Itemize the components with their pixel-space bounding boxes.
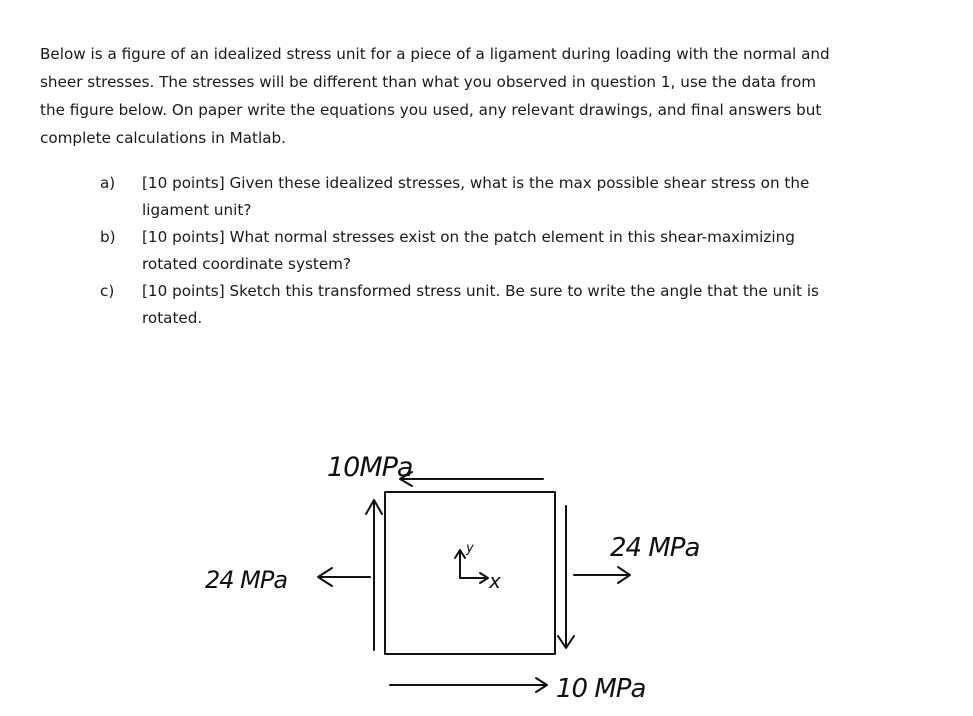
question-text-line: ligament unit?: [142, 201, 252, 219]
intro-line-4: complete calculations in Matlab.: [40, 129, 287, 147]
label-top-shear: 10MPa: [327, 452, 413, 483]
intro-line-3: the figure below. On paper write the equations you used, any relevant drawings, and final answers but: [40, 101, 822, 119]
question-text-line: [10 points] Given these idealized stresses, what is the max possible shear stress on the: [142, 174, 810, 192]
intro-line-2: sheer stresses. The stresses will be different than what you observed in question 1, use the data from: [40, 73, 817, 91]
label-right-normal: 24 MPa: [610, 533, 700, 563]
right-normal-arrow: [574, 567, 630, 583]
right-shear-arrow: [558, 506, 574, 648]
question-c: [100, 278, 920, 332]
intro-paragraph: [40, 40, 930, 152]
label-bottom-shear: 10 MPa: [556, 674, 646, 704]
intro-line-1: Below is a figure of an idealized stress unit for a piece of a ligament during loading with the normal and: [40, 45, 830, 63]
question-b: [100, 224, 920, 278]
question-text-line: rotated coordinate system?: [142, 255, 352, 273]
question-text-line: rotated.: [142, 309, 203, 327]
bottom-shear-arrow: [390, 678, 547, 692]
label-left-normal: 24 MPa: [205, 566, 288, 594]
question-marker: b): [100, 228, 116, 246]
coordinate-axes-icon: [455, 550, 488, 583]
axis-label-x: x: [489, 569, 500, 593]
left-normal-arrow: [318, 568, 370, 586]
question-text-line: [10 points] Sketch this transformed stress unit. Be sure to write the angle that the unit is: [142, 282, 819, 300]
question-list: [100, 170, 920, 332]
question-marker: a): [100, 174, 116, 192]
question-a: [100, 170, 920, 224]
axis-label-y: y: [466, 541, 473, 556]
question-marker: c): [100, 282, 115, 300]
question-text-line: [10 points] What normal stresses exist on the patch element in this shear-maximizing: [142, 228, 795, 246]
left-shear-arrow: [366, 500, 382, 650]
stress-element-square: [385, 492, 555, 654]
top-shear-arrow: [400, 472, 543, 486]
